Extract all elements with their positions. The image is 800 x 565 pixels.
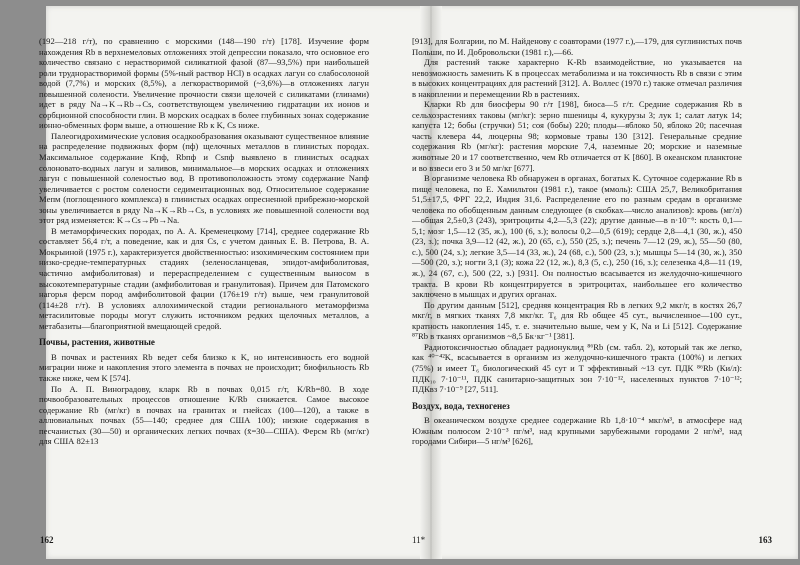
signature-mark: 11*	[412, 535, 426, 545]
paragraph: Радиотоксичностью обладает радионуклид ⁸⁶Rb (см. табл. 2), который так же легко, как ⁴⁰⁻⁴²K, всасывается в организм из желудочно-кишечного тракта (100%) и легких (75%) и имеет T₆ биологический 45 сут и T эффективный ~13 сут. ПДК ⁸⁶Rb (Ки/л): ПДК₁₀ 7·10⁻¹¹, ПДК санитарно-защитных зон 7·10⁻¹², населенных пунктов 7·10⁻¹²; ПДКвз 7·10⁻⁹ [27, 511].	[412, 341, 742, 395]
paragraph: В организме человека Rb обнаружен в органах, богатых K. Суточное содержание Rb в пище человека, по Е. Хамильтон (1981 г.), такое (ммоль): США 25,7, Великобритания 51,5±17,5, ФРГ 22,2, Индия 31,6. Распределение его по разным средам в организме человека по обобщенным данным следующее (в скобках—число анализов): кровь (мг/л)—общая 2,5±0,3 (243), эритроциты 4,2—5,3 (22); другие данные—в n·10⁻⁶: кость 0,1—5,1; мозг 1,5—12 (35, ж.), 100 (6, з.); волосы 0,2—0,5 (619); сердце 2,8—4,1 (30, ж.), 450 (23, з.); почка 3,9—12 (42, ж.), 20 (65, с.), 550 (25, з.); печень 7—12 (29, ж.), 55—50 (80, с.), 500 (24, з.); легкие 3,5—14 (33, ж.), 24 (68, с.), 500 (23, з.); мышцы 5—14 (30, ж.), 350—500 (20, з.); ногти 3,1 (3); кожа 22 (12, ж.), 8,3 (5, с.), 250 (16, з.); селезенка 4,8—11 (19, ж.), 24 (67, с.), 500 (22, з.) [931]. Он полностью всасывается из желудочно-кишечного тракта. В крови Rb концентрируется в эритроцитах, наибольшее его количество заключено в мышцах и других органах.	[412, 173, 742, 300]
paragraph: В океаническом воздухе среднее содержание Rb 1,8·10⁻⁴ мкг/м³, в атмосфере над Южным полюсом 2·10⁻³ пг/м³, над крупными зарубежными городами 2 нг/м³, над городами Сибири—5 нг/м³ [626],	[412, 415, 742, 447]
paragraph: В метаморфических породах, по А. А. Кременецкому [714], среднее содержание Rb составляет 56,4 г/т, а поведение, как и для Cs, с учетом данных Е. В. Петрова, В. А. Мокрыиной (1975 г.), характеризуется двойственностью: изохимическим состоянием при низко-средне-температурных стадиях (зеленосланцевая, эпидот-амфиболитовая, частично амфиболитовая) и перераспределением с существенным выносом в высокотемпературные стадии (амфиболитовая и гранулитовая). Причем для Патомского нагорья ферсм пород амфиболитовой фации (176±19 г/т) выше, чем гранулитовой (114±28 г/т). В условиях аллохимической стадии регионального метаморфизма метасилитовые породы могут служить источником редких щелочных металлов, а метабазиты—благоприятной вмещающей средой.	[39, 225, 369, 331]
paragraph: Для растений также характерно K-Rb взаимодействие, но указывается на невозможность заменить K в процессах метаболизма и на токсичность Rb в связи с этим в высоких концентрациях для растений [312]. А. Воллес (1970 г.) также отмечал различия в накоплении и перемещении Rb в растениях.	[412, 57, 742, 99]
right-page	[412, 36, 742, 447]
page-number-right: 163	[758, 535, 772, 545]
paragraph: Кларки Rb для биосферы 90 г/т [198], биоса—5 г/т. Средние содержания Rb в сельхозрастениях таковы (мг/кг): зерно пшеницы 4, кукурузы 3; лук 1; салат латук 14; капуста 12; бобы (стручки) 51; соя (бобы) 220; плоды—яблоко 50, яблоко 20; пасечная часть клевера 44, люцерны 98; кормовые травы 130 [312]. Генеральные средние содержания Rb (мг/кг): растения морские 7,4, наземные 20; морские и наземные животные 20 и 17 соответственно, чем Rb отличается от K [860]. В океанском планктоне и во взвеси его 3 и 50 мг/кг [677].	[412, 99, 742, 173]
left-page	[39, 36, 369, 447]
paragraph: По другим данным [512], средняя концентрация Rb в легких 9,2 мкг/г, в костях 26,7 мкг/г, в мягких тканях 7,8 мкг/кг. T₆ для Rb общее 45 сут., вычисленное—100 сут., кратность накопления 145, т. е. значительно выше, чем у K, Na и Li [512]. Содержание ⁸⁷Rb в тканях организмов ~8,5 Бк·кг⁻¹ [381].	[412, 299, 742, 342]
paragraph: По А. П. Виноградову, кларк Rb в почвах 0,015 г/т, K/Rb=80. В ходе почвообразовательных процессов отношение K/Rb снижается. Самое высокое содержание Rb (мг/кг) в почвах на гранитах и гнейсах (100—120), а также в аллювиальных почвах (55—140; среднее для США 100); низкие содержания в песчанистых (30—50) и органических легких почвах (x̄=30—США). Ферсм Rb (мг/кг) для США 82±13	[39, 383, 369, 447]
paragraph: (192—218 г/т), по сравнению с морскими (148—190 г/т) [178]. Изучение форм нахождения Rb в верхнемеловых отложениях этой депрессии показало, что основное его количество связано с нерастворимой силикатной фазой (87—93,5%) при наибольшей роли труднорастворимой формы (5%-ный раствор HCl) в осадках лагун со слабосолоной водой (7,7%) и морских (8,5%), а легкорастворимой (~3,6%)—в отложениях лагун повышенной солености. Увеличение прочности связи щелочей с силикатами (глинами) идет в ряду Na→K→Rb→Cs, соответствующем увеличению гидратации их ионов и сорбционной способности глин. В морских осадках в более глубинных зонах содержание ионно-обменных форм выше, а отношение Rb к K, Cs ниже.	[39, 36, 369, 131]
paragraph: Палеогидрохимические условия осадкообразования оказывают существенное влияние на распределение подвижных форм (пф) щелочных металлов в глинистых породах. Максимальное содержание Kпф, Rbпф и Csпф выявлено в глинистых осадках солоновато-водных лагун и заливов, минимальное—в морских осадках и отложениях лагун с повышенной соленостью вод. В противоположность этому содержание Naпф увеличивается с ростом солености седиментационных вод. Относительное содержание Meпм (поглощенного комплекса) в глинистых осадках опресненной прибрежно-морской зоны увеличивается в ряду Na→K→Rb→Cs, в условиях же повышенной солености вод этот ряд изменяется: K→Cs→Pb→Na.	[39, 130, 369, 226]
paragraph: [913], для Болгарии, по М. Найденову с соавторами (1977 г.),—179, для суглинистых почв Польши, по И. Добровольски (1981 г.),—66.	[412, 36, 742, 57]
section-heading: Почвы, растения, животные	[39, 337, 155, 348]
page-number-left: 162	[40, 535, 54, 545]
section-heading: Воздух, вода, техногенез	[412, 400, 510, 411]
paragraph: В почвах и растениях Rb ведет себя близко к K, но интенсивность его водной миграции ниже и накопления этого элемента в почвах не происходит; биофильность Rb также ниже, чем K [574].	[39, 351, 369, 383]
